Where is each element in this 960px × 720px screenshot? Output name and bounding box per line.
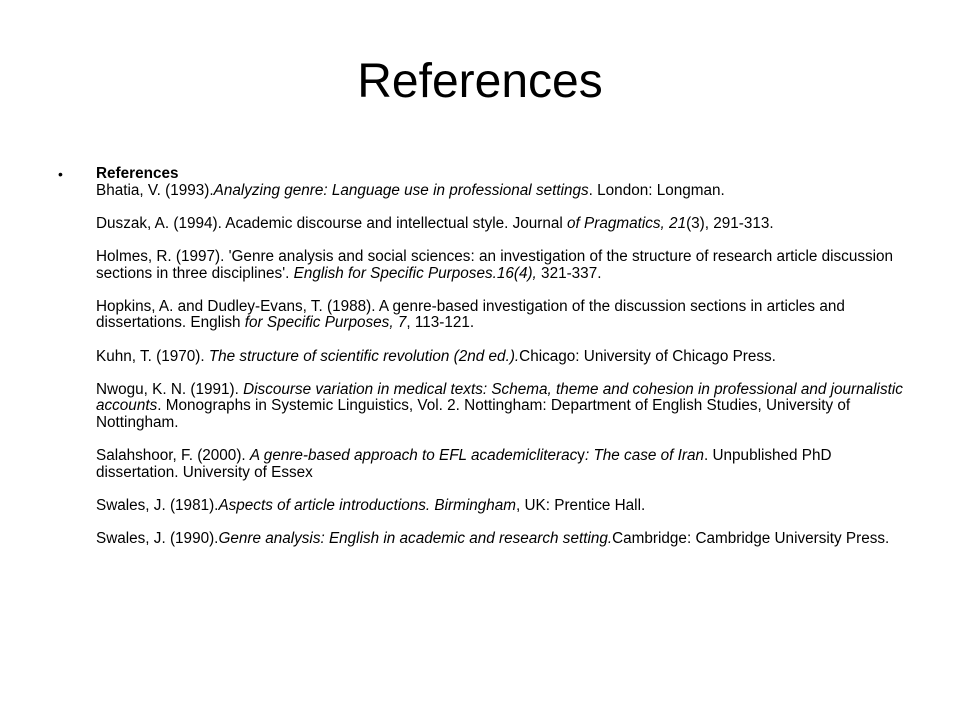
reference-text: Salahshoor, F. (2000). xyxy=(96,447,250,465)
slide-title: References xyxy=(357,55,603,108)
reference-text: . London: Longman. xyxy=(588,181,725,199)
reference-italic-text: of Pragmatics, 21 xyxy=(567,214,687,232)
reference-entry xyxy=(96,216,916,233)
reference-entry xyxy=(96,183,916,200)
reference-italic-text: Analyzing genre: Language use in professional settings xyxy=(213,181,589,199)
reference-entry xyxy=(96,531,916,548)
reference-italic-text: English for Specific Purposes.16(4), xyxy=(293,264,537,282)
reference-text: 321-337. xyxy=(536,264,602,282)
reference-text: Nwogu, K. N. (1991). xyxy=(96,380,244,398)
reference-entry xyxy=(96,498,916,515)
reference-entry xyxy=(96,249,916,282)
references-heading: References xyxy=(96,165,179,182)
reference-text: . Monographs in Systemic Linguistics, Vol. 2. Nottingham: Department of English Studies, University of Nottingham. xyxy=(96,397,851,431)
reference-text: Swales, J. (1990). xyxy=(96,530,219,548)
reference-italic-text: Genre analysis: English in academic and research setting. xyxy=(218,530,613,548)
reference-text: Swales, J. (1981). xyxy=(96,496,219,514)
reference-italic-text: Discourse variation in medical texts: Schema, theme and cohesion in professional and journalistic accounts xyxy=(96,380,903,415)
reference-text: Duszak, A. (1994). Academic discourse and intellectual style. Journal xyxy=(96,214,568,232)
reference-text: Chicago: University of Chicago Press. xyxy=(519,347,776,365)
reference-text: y xyxy=(577,447,585,465)
reference-text: Cambridge: Cambridge University Press. xyxy=(612,530,890,548)
reference-italic-text: The structure of scientific revolution (2nd ed.). xyxy=(208,347,520,365)
reference-text: Hopkins, A. and Dudley-Evans, T. (1988). A genre-based investigation of the discussion sections in articles and dissertations. English xyxy=(96,297,845,332)
reference-text: , UK: Prentice Hall. xyxy=(516,496,646,514)
reference-list xyxy=(96,183,916,548)
reference-italic-text: Aspects of article introductions. Birmingham xyxy=(218,496,517,514)
bullet-icon: • xyxy=(58,166,63,182)
reference-text: Kuhn, T. (1970). xyxy=(96,347,209,365)
reference-italic-text: A genre-based approach to EFL academicliterac xyxy=(249,447,578,465)
reference-text: . Unpublished PhD dissertation. University of Essex xyxy=(96,447,832,481)
reference-entry xyxy=(96,448,916,481)
content-area xyxy=(56,166,916,548)
reference-entry xyxy=(96,299,916,332)
reference-entry xyxy=(96,382,916,432)
reference-text: , 113-121. xyxy=(406,314,475,332)
reference-italic-text: for Specific Purposes, 7 xyxy=(244,314,407,332)
reference-text: Holmes, R. (1997). 'Genre analysis and social sciences: an investigation of the structure of research article discussion sections in three disciplines'. xyxy=(96,247,894,282)
reference-text: (3), 291-313. xyxy=(686,214,774,232)
reference-entry xyxy=(96,349,916,366)
reference-text: Bhatia, V. (1993). xyxy=(96,181,214,199)
bullet-body xyxy=(96,166,916,548)
reference-italic-text: : The case of Iran xyxy=(584,447,704,465)
